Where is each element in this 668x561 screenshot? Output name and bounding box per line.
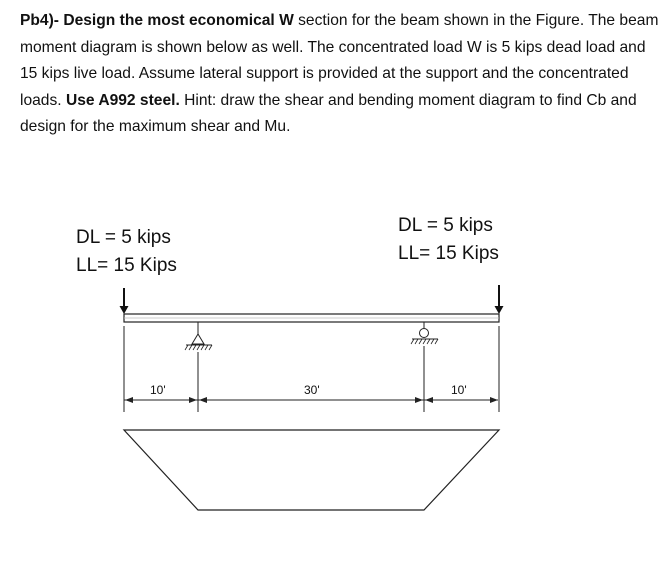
dim-main-span: 30' (304, 383, 320, 397)
beam (124, 314, 499, 322)
left-dead-load: DL = 5 kips (76, 227, 171, 248)
dim-left-overhang: 10' (150, 383, 166, 397)
dim-right-overhang: 10' (451, 383, 467, 397)
dimension-extension-lines (124, 326, 499, 412)
problem-text-2: Hint: draw the shear and bending moment diagram to find Cb and design for the maximum shear and Mu. (20, 91, 637, 135)
problem-label: Pb4)- Design the most economical W (20, 12, 294, 29)
right-live-load: LL= 15 Kips (398, 243, 499, 264)
left-live-load: LL= 15 Kips (76, 255, 177, 276)
dimension-lines (124, 397, 498, 403)
roller-support (411, 322, 438, 344)
steel-spec: Use A992 steel. (65, 91, 180, 109)
pin-support (185, 322, 212, 350)
moment-diagram (124, 430, 499, 510)
right-load-arrow (495, 285, 504, 314)
left-load-arrow (120, 288, 129, 314)
problem-text-1: section for the beam shown in the Figure. The beam moment diagram is shown below as well. The concentrated load W is 5 kips dead load and 15 kips live load. Assume lateral support is provided at the support and the concentrated loads. (20, 12, 659, 109)
right-dead-load: DL = 5 kips (398, 215, 493, 236)
